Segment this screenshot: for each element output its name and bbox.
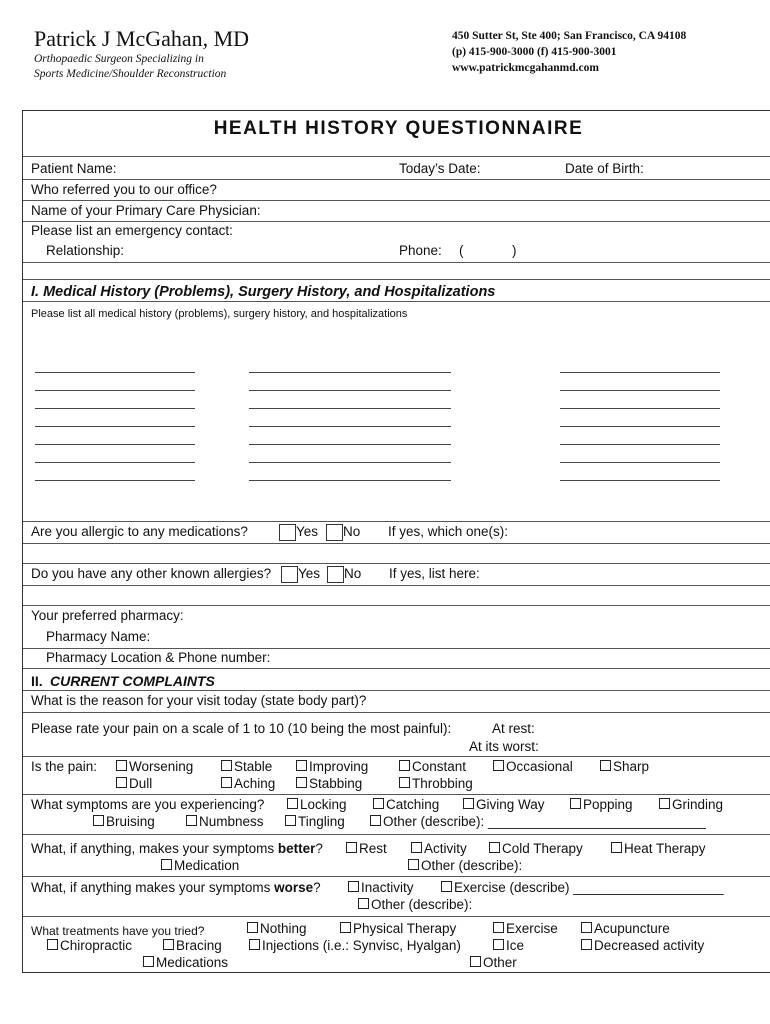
symptom-option-3[interactable] xyxy=(570,797,633,813)
at-rest-label: At rest: xyxy=(492,721,535,736)
checkbox-icon[interactable] xyxy=(296,777,307,788)
checkbox-icon[interactable] xyxy=(581,939,592,950)
symptom-option-2[interactable] xyxy=(463,797,545,813)
treat-option-4[interactable] xyxy=(47,938,132,954)
checkbox-icon[interactable] xyxy=(161,859,172,870)
treat-option-10[interactable] xyxy=(470,955,517,971)
doctor-name: Patrick J McGahan, MD xyxy=(34,26,250,51)
at-worst-label: At its worst: xyxy=(469,739,539,754)
worse-question: What, if anything makes your symptoms worse? xyxy=(31,880,321,895)
checkbox-icon[interactable] xyxy=(493,760,504,771)
option-label: Bruising xyxy=(106,814,155,829)
checkbox-icon[interactable] xyxy=(93,815,104,826)
divider xyxy=(23,605,770,606)
blank-line-col1[interactable] xyxy=(35,408,195,409)
blank-line-col1[interactable] xyxy=(35,480,195,481)
treat-option-2[interactable] xyxy=(493,921,558,937)
checkbox-icon[interactable] xyxy=(249,939,260,950)
pharmacy-label: Your preferred pharmacy: xyxy=(31,608,184,623)
option-label: Occasional xyxy=(506,759,573,774)
checkbox-icon[interactable] xyxy=(581,922,592,933)
option-label: Medications xyxy=(156,955,229,970)
checkbox-icon[interactable] xyxy=(441,881,452,892)
pain-scale-label: Please rate your pain on a scale of 1 to 10 (10 being the most painful): xyxy=(31,721,452,736)
option-label: Dull xyxy=(129,776,153,791)
phone-paren-open: ( xyxy=(459,243,464,258)
option-label: Nothing xyxy=(260,921,307,936)
option-label: Injections (i.e.: Synvisc, Hyalgan) xyxy=(262,938,461,953)
option-label: Exercise xyxy=(506,921,558,936)
pain-option-0[interactable] xyxy=(116,759,193,775)
phone-paren-close: ) xyxy=(512,243,517,258)
section-1-title: I. Medical History (Problems), Surgery History, and Hospitalizations xyxy=(31,284,496,300)
blank-line-col3[interactable] xyxy=(560,372,720,373)
divider xyxy=(23,668,770,669)
primary-care-label: Name of your Primary Care Physician: xyxy=(31,203,261,218)
checkbox-icon[interactable] xyxy=(611,842,622,853)
treat-option-6[interactable] xyxy=(249,938,461,954)
blank-line-col2[interactable] xyxy=(249,390,451,391)
phone-fax: (p) 415-900-3000 (f) 415-900-3001 xyxy=(452,46,617,58)
blank-line-col2[interactable] xyxy=(249,372,451,373)
divider xyxy=(23,712,770,713)
divider xyxy=(23,200,770,201)
option-label: Rest xyxy=(359,841,387,856)
better-option-2[interactable] xyxy=(489,841,583,857)
checkbox-icon[interactable] xyxy=(411,842,422,853)
option-label: Worsening xyxy=(129,759,194,774)
symptom-option-7[interactable] xyxy=(285,814,345,830)
option-label: Bracing xyxy=(176,938,222,953)
option-label: Ice xyxy=(506,938,525,953)
worse-option-0[interactable] xyxy=(348,880,414,896)
checkbox-icon[interactable] xyxy=(493,939,504,950)
treat-option-7[interactable] xyxy=(493,938,524,954)
blank-line-col3[interactable] xyxy=(560,390,720,391)
worse-option-1[interactable] xyxy=(441,880,723,896)
symptom-option-4[interactable] xyxy=(659,797,723,813)
symptom-option-0[interactable] xyxy=(287,797,347,813)
divider xyxy=(23,876,770,877)
other-allergies-question: Do you have any other known allergies? xyxy=(31,566,272,581)
option-label: Numbness xyxy=(199,814,264,829)
blank-line-col2[interactable] xyxy=(249,480,451,481)
phone-label: Phone: xyxy=(399,243,442,258)
option-label: Other (describe): xyxy=(421,858,523,873)
section-1-instructions: Please list all medical history (problems), surgery history, and hospitalizations xyxy=(31,308,408,320)
better-option-5[interactable] xyxy=(408,858,522,874)
divider xyxy=(23,543,770,544)
option-label: Giving Way xyxy=(476,797,545,812)
pain-option-1[interactable] xyxy=(221,759,272,775)
other-allergies-yes-checkbox[interactable] xyxy=(281,566,298,583)
symptom-option-6[interactable] xyxy=(186,814,264,830)
todays-date-label: Today’s Date: xyxy=(399,161,481,176)
option-label: Inactivity xyxy=(361,880,414,895)
address: 450 Sutter St, Ste 400; San Francisco, CA 94108 xyxy=(452,30,687,42)
divider xyxy=(23,221,770,222)
relationship-label: Relationship: xyxy=(46,243,125,258)
divider xyxy=(23,521,770,522)
option-label: Other (describe): xyxy=(371,897,473,912)
option-label: Popping xyxy=(583,797,633,812)
divider xyxy=(23,834,770,835)
checkbox-icon[interactable] xyxy=(296,760,307,771)
checkbox-icon[interactable] xyxy=(370,815,381,826)
specialty-line-2: Sports Medicine/Shoulder Reconstruction xyxy=(34,68,227,80)
treatments-question: What treatments have you tried? xyxy=(31,924,205,938)
option-label: Other xyxy=(483,955,517,970)
divider xyxy=(23,794,770,795)
symptom-option-other[interactable]: Other (describe): _____________________________ xyxy=(370,814,706,830)
divider xyxy=(23,916,770,917)
option-label: Tingling xyxy=(298,814,345,829)
referred-label: Who referred you to our office? xyxy=(31,182,217,197)
option-label: Sharp xyxy=(613,759,650,774)
divider xyxy=(23,756,770,757)
treat-option-3[interactable] xyxy=(581,921,670,937)
section-2-roman: II. xyxy=(31,673,43,689)
blank-line-col2[interactable] xyxy=(249,408,451,409)
divider xyxy=(23,156,770,157)
checkbox-icon[interactable] xyxy=(470,956,481,967)
checkbox-icon[interactable] xyxy=(373,798,384,809)
other-allergies-yes-label: Yes xyxy=(298,566,321,581)
checkbox-icon[interactable] xyxy=(348,881,359,892)
checkbox-icon[interactable] xyxy=(247,922,258,933)
symptom-option-5[interactable] xyxy=(93,814,155,830)
visit-reason-label: What is the reason for your visit today (state body part)? xyxy=(31,693,367,708)
divider xyxy=(23,262,770,263)
option-label: Decreased activity xyxy=(594,938,705,953)
blank-line-col2[interactable] xyxy=(249,444,451,445)
option-label: Acupuncture xyxy=(594,921,670,936)
checkbox-icon[interactable] xyxy=(221,777,232,788)
checkbox-icon[interactable] xyxy=(116,777,127,788)
blank-line-col3[interactable] xyxy=(560,408,720,409)
divider xyxy=(23,279,770,280)
checkbox-icon[interactable] xyxy=(399,760,410,771)
option-label: Aching xyxy=(234,776,276,791)
checkbox-icon[interactable] xyxy=(358,898,369,909)
allergic-which-label: If yes, which one(s): xyxy=(388,524,509,539)
checkbox-icon[interactable] xyxy=(600,760,611,771)
option-label: Throbbing xyxy=(412,776,473,791)
checkbox-icon[interactable] xyxy=(47,939,58,950)
checkbox-icon[interactable] xyxy=(489,842,500,853)
blank-line-col1[interactable] xyxy=(35,444,195,445)
option-label: Grinding xyxy=(672,797,724,812)
better-option-0[interactable] xyxy=(346,841,387,857)
better-question: What, if anything, makes your symptoms better? xyxy=(31,841,323,856)
blank-line-col1[interactable] xyxy=(35,426,195,427)
checkbox-icon[interactable] xyxy=(408,859,419,870)
option-label: Constant xyxy=(412,759,467,774)
allergic-no-label: No xyxy=(343,524,361,539)
option-label: Heat Therapy xyxy=(624,841,706,856)
checkbox-icon[interactable] xyxy=(340,922,351,933)
allergic-no-checkbox[interactable] xyxy=(326,524,343,541)
pain-option-8[interactable] xyxy=(296,776,362,792)
form-title: HEALTH HISTORY QUESTIONNAIRE xyxy=(213,118,584,139)
better-option-1[interactable] xyxy=(411,841,467,857)
blank-line-col3[interactable] xyxy=(560,426,720,427)
checkbox-icon[interactable] xyxy=(463,798,474,809)
treat-option-8[interactable] xyxy=(581,938,704,954)
checkbox-icon[interactable] xyxy=(287,798,298,809)
pain-option-6[interactable] xyxy=(116,776,152,792)
checkbox-icon[interactable] xyxy=(285,815,296,826)
blank-line-col3[interactable] xyxy=(560,480,720,481)
checkbox-icon[interactable] xyxy=(116,760,127,771)
divider xyxy=(23,585,770,586)
divider xyxy=(23,690,770,691)
letterhead-left xyxy=(34,26,249,82)
checkbox-icon[interactable] xyxy=(163,939,174,950)
emergency-contact-label: Please list an emergency contact: xyxy=(31,223,233,238)
checkbox-icon[interactable] xyxy=(186,815,197,826)
other-allergies-list-label: If yes, list here: xyxy=(389,566,480,581)
option-label: Stable xyxy=(234,759,273,774)
divider xyxy=(23,179,770,180)
blank-line-col1[interactable] xyxy=(35,372,195,373)
option-label: Improving xyxy=(309,759,369,774)
other-allergies-no-checkbox[interactable] xyxy=(327,566,344,583)
is-the-pain-label: Is the pain: xyxy=(31,759,98,774)
option-label: Cold Therapy xyxy=(502,841,583,856)
option-label: Locking xyxy=(300,797,347,812)
symptom-option-1[interactable] xyxy=(373,797,439,813)
pain-option-3[interactable] xyxy=(399,759,466,775)
checkbox-icon[interactable] xyxy=(399,777,410,788)
blank-line-col2[interactable] xyxy=(249,426,451,427)
option-label: Medication xyxy=(174,858,240,873)
checkbox-icon[interactable] xyxy=(143,956,154,967)
option-label: Chiropractic xyxy=(60,938,133,953)
questionnaire-form xyxy=(22,110,770,973)
worse-option-2[interactable] xyxy=(358,897,472,913)
checkbox-icon[interactable] xyxy=(221,760,232,771)
blank-line-col3[interactable] xyxy=(560,462,720,463)
divider xyxy=(23,648,770,649)
letterhead-right xyxy=(452,28,686,76)
option-label: Catching xyxy=(386,797,440,812)
checkbox-icon[interactable] xyxy=(493,922,504,933)
allergic-yes-checkbox[interactable] xyxy=(279,524,296,541)
date-of-birth-label: Date of Birth: xyxy=(565,161,644,176)
allergic-question: Are you allergic to any medications? xyxy=(31,524,248,539)
pharmacy-location-label: Pharmacy Location & Phone number: xyxy=(46,650,271,665)
checkbox-icon[interactable] xyxy=(346,842,357,853)
pain-option-2[interactable] xyxy=(296,759,368,775)
blank-line-col1[interactable] xyxy=(35,390,195,391)
pain-option-7[interactable] xyxy=(221,776,275,792)
checkbox-icon[interactable] xyxy=(570,798,581,809)
website: www.patrickmcgahanmd.com xyxy=(452,62,599,74)
patient-name-label: Patient Name: xyxy=(31,161,117,176)
treat-option-5[interactable] xyxy=(163,938,222,954)
blank-line-col3[interactable] xyxy=(560,444,720,445)
better-option-3[interactable] xyxy=(611,841,706,857)
section-2-title: CURRENT COMPLAINTS xyxy=(50,673,215,689)
divider xyxy=(23,301,770,302)
pain-option-9[interactable] xyxy=(399,776,473,792)
treat-option-0[interactable] xyxy=(247,921,307,937)
better-option-4[interactable] xyxy=(161,858,239,874)
treat-option-9[interactable] xyxy=(143,955,228,971)
option-label: Physical Therapy xyxy=(353,921,457,936)
pain-option-5[interactable] xyxy=(600,759,649,775)
allergic-yes-label: Yes xyxy=(296,524,319,539)
blank-line-col1[interactable] xyxy=(35,462,195,463)
option-label: Stabbing xyxy=(309,776,363,791)
specialty-line-1: Orthopaedic Surgeon Specializing in xyxy=(34,53,204,65)
pharmacy-name-label: Pharmacy Name: xyxy=(46,629,151,644)
treat-option-1[interactable] xyxy=(340,921,456,937)
divider xyxy=(23,563,770,564)
option-label: Exercise (describe) ____________________ xyxy=(454,880,724,895)
pain-option-4[interactable] xyxy=(493,759,573,775)
other-allergies-no-label: No xyxy=(344,566,362,581)
option-label: Activity xyxy=(424,841,467,856)
blank-line-col2[interactable] xyxy=(249,462,451,463)
checkbox-icon[interactable] xyxy=(659,798,670,809)
symptoms-question: What symptoms are you experiencing? xyxy=(31,797,265,812)
